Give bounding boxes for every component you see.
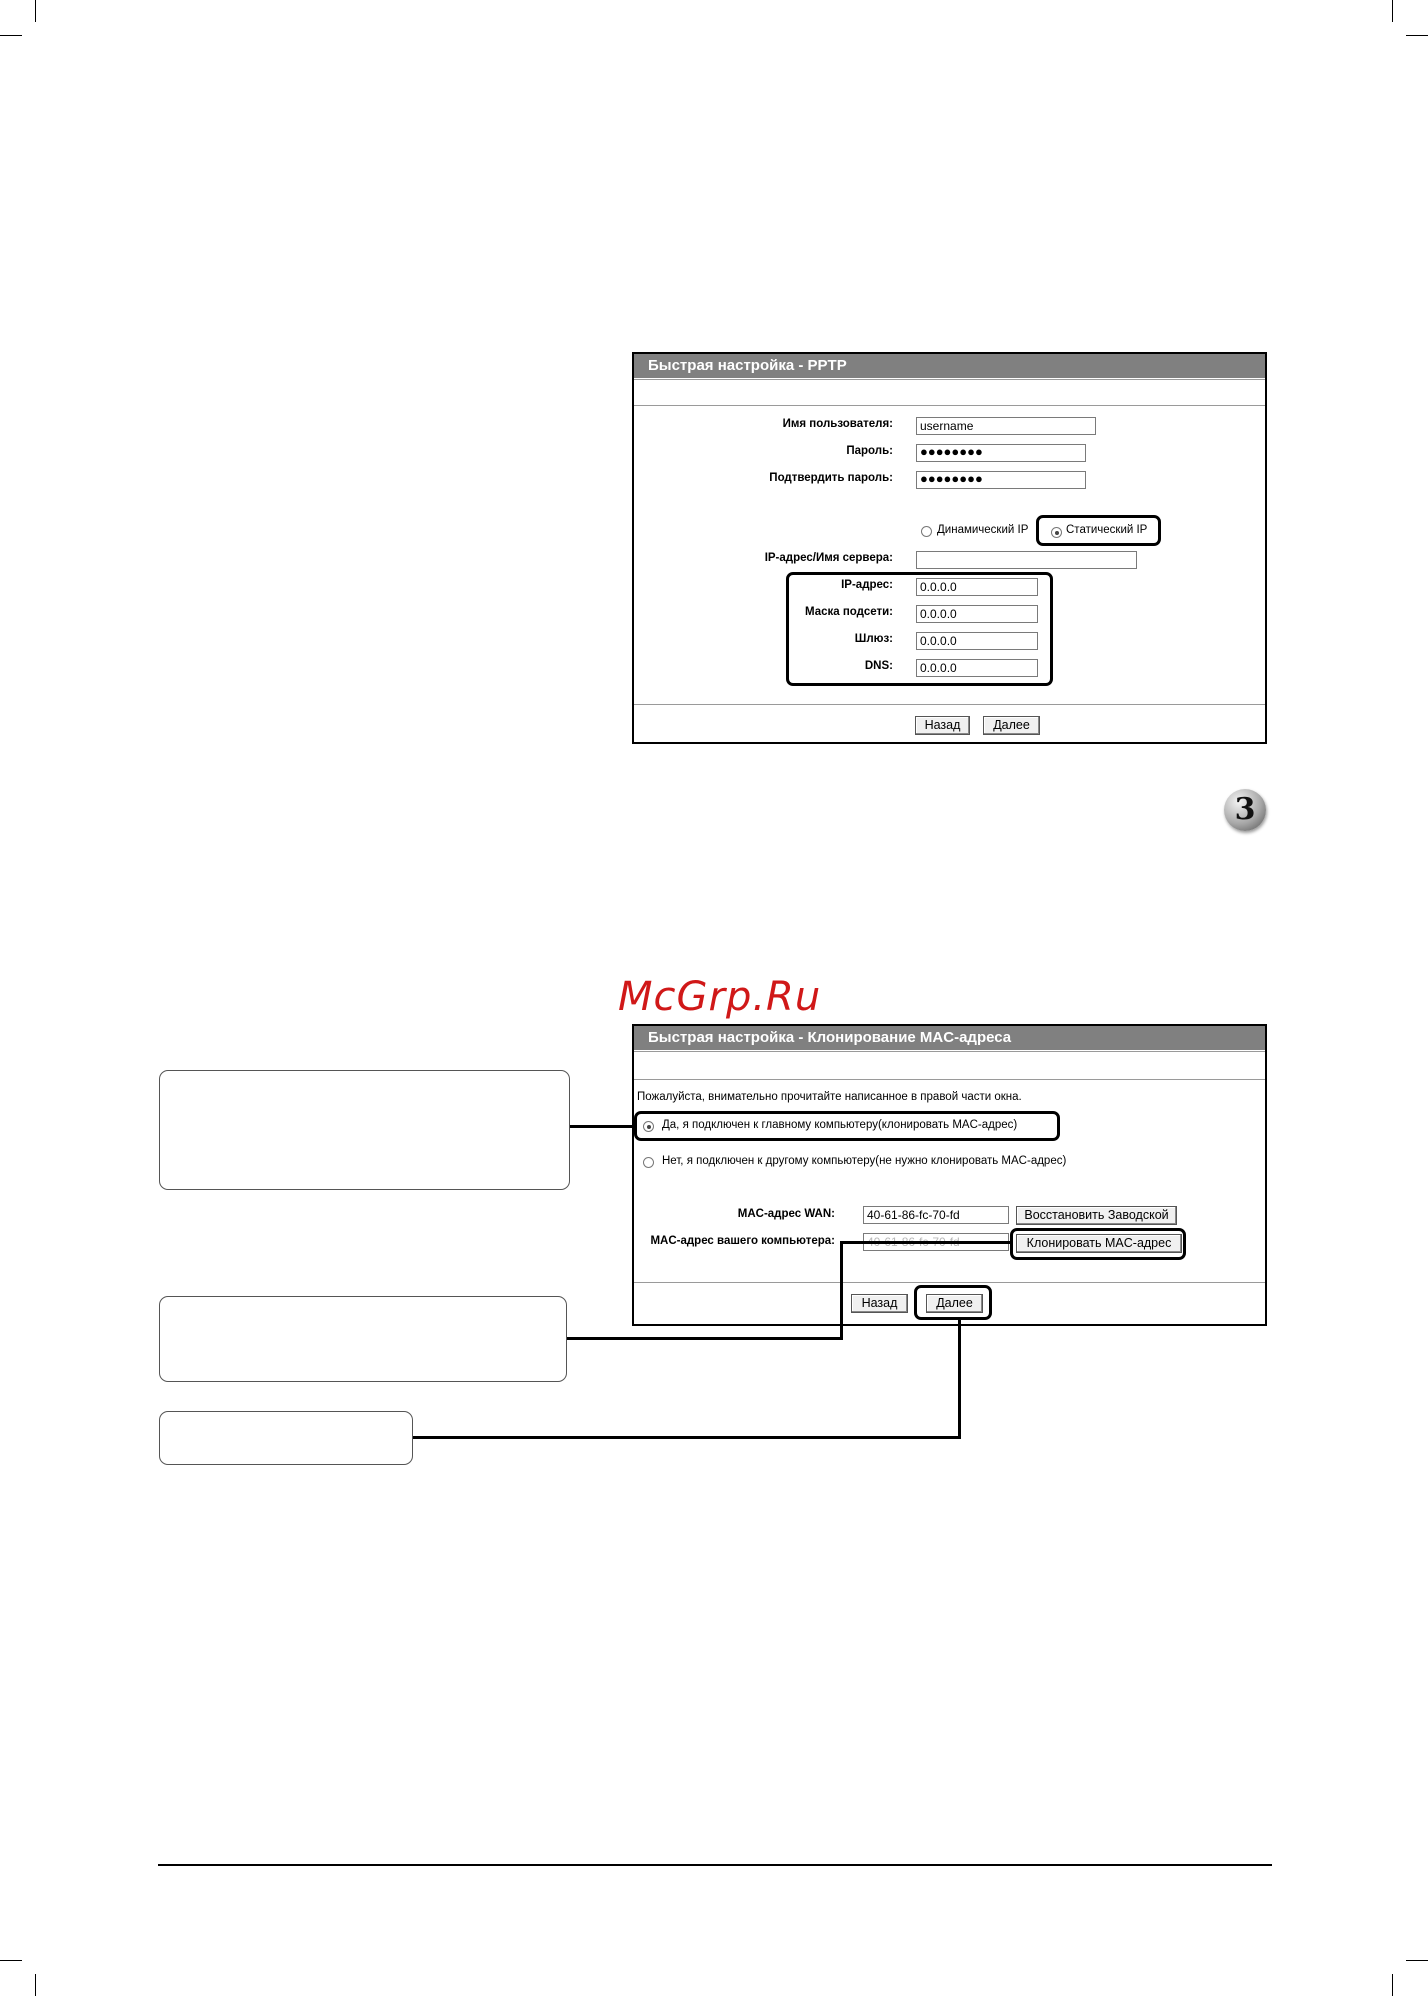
divider (634, 704, 1265, 705)
crop-mark (35, 0, 36, 22)
callout-box (159, 1411, 413, 1465)
clone-yes-label: Да, я подключен к главному компьютеру(клонировать MAC-адрес) (662, 1119, 1018, 1131)
crop-mark (0, 1960, 22, 1961)
subnet-mask-label: Маска подсети: (805, 606, 893, 618)
divider (634, 1079, 1265, 1080)
notice-text: Пожалуйста, внимательно прочитайте написанное в правой части окна. (637, 1091, 1022, 1103)
username-input[interactable]: username (916, 417, 1096, 435)
server-input[interactable] (916, 551, 1137, 569)
panel-title: Быстрая настройка - Клонирование MAC-адреса (634, 1026, 1265, 1050)
footer-rule (158, 1864, 1272, 1866)
wan-mac-input[interactable]: 40-61-86-fc-70-fd (863, 1206, 1009, 1224)
connector-line (570, 1125, 636, 1128)
gateway-label: Шлюз: (854, 633, 893, 645)
back-button[interactable]: Назад (851, 1294, 908, 1313)
divider (634, 1051, 1265, 1052)
ip-address-input[interactable]: 0.0.0.0 (916, 578, 1038, 596)
watermark: McGrp.Ru (618, 974, 822, 1020)
connector-line (567, 1337, 843, 1340)
dns-input[interactable]: 0.0.0.0 (916, 659, 1038, 677)
crop-mark (1392, 0, 1393, 22)
connector-line (840, 1241, 1012, 1244)
restore-factory-button[interactable]: Восстановить Заводской (1016, 1206, 1177, 1225)
crop-mark (1392, 1974, 1393, 1996)
subnet-mask-input[interactable]: 0.0.0.0 (916, 605, 1038, 623)
divider (634, 405, 1265, 406)
static-ip-highlight (1036, 515, 1161, 546)
gateway-input[interactable]: 0.0.0.0 (916, 632, 1038, 650)
static-ip-label: Статический IP (1066, 524, 1148, 536)
clone-no-label: Нет, я подключен к другому компьютеру(не нужно клонировать MAC-адрес) (662, 1155, 1067, 1167)
ip-address-label: IP-адрес: (841, 579, 893, 591)
next-highlight (914, 1285, 992, 1320)
step-number-badge: 3 (1224, 789, 1266, 831)
next-button[interactable]: Далее (983, 716, 1040, 735)
connector-line (958, 1318, 961, 1439)
next-button[interactable]: Далее (926, 1294, 983, 1313)
password-input[interactable]: ●●●●●●●● (916, 444, 1086, 462)
dynamic-ip-radio[interactable] (921, 526, 932, 537)
back-button[interactable]: Назад (915, 716, 970, 735)
mac-clone-panel (632, 1024, 1267, 1326)
ip-settings-highlight (786, 572, 1053, 686)
crop-mark (1406, 35, 1428, 36)
dynamic-ip-label: Динамический IP (937, 524, 1029, 536)
connector-line (413, 1436, 961, 1439)
password-label: Пароль: (846, 445, 893, 457)
divider (634, 1282, 1265, 1283)
pc-mac-label: MAC-адрес вашего компьютера: (650, 1235, 835, 1247)
crop-mark (1406, 1960, 1428, 1961)
connector-line (840, 1241, 843, 1340)
server-label: IP-адрес/Имя сервера: (764, 552, 893, 564)
callout-box (159, 1296, 567, 1382)
username-label: Имя пользователя: (782, 418, 893, 430)
clone-mac-button[interactable]: Клонировать MAC-адрес (1016, 1234, 1182, 1253)
clone-no-radio[interactable] (643, 1157, 654, 1168)
clone-mac-highlight (1010, 1228, 1186, 1260)
clone-yes-highlight (634, 1111, 1060, 1141)
wan-mac-label: MAC-адрес WAN: (737, 1208, 835, 1220)
confirm-password-label: Подтвердить пароль: (769, 472, 893, 484)
callout-box (159, 1070, 570, 1190)
crop-mark (0, 35, 22, 36)
divider (634, 379, 1265, 380)
crop-mark (35, 1974, 36, 1996)
panel-title: Быстрая настройка - PPTP (634, 354, 1265, 378)
confirm-password-input[interactable]: ●●●●●●●● (916, 471, 1086, 489)
dns-label: DNS: (864, 660, 893, 672)
